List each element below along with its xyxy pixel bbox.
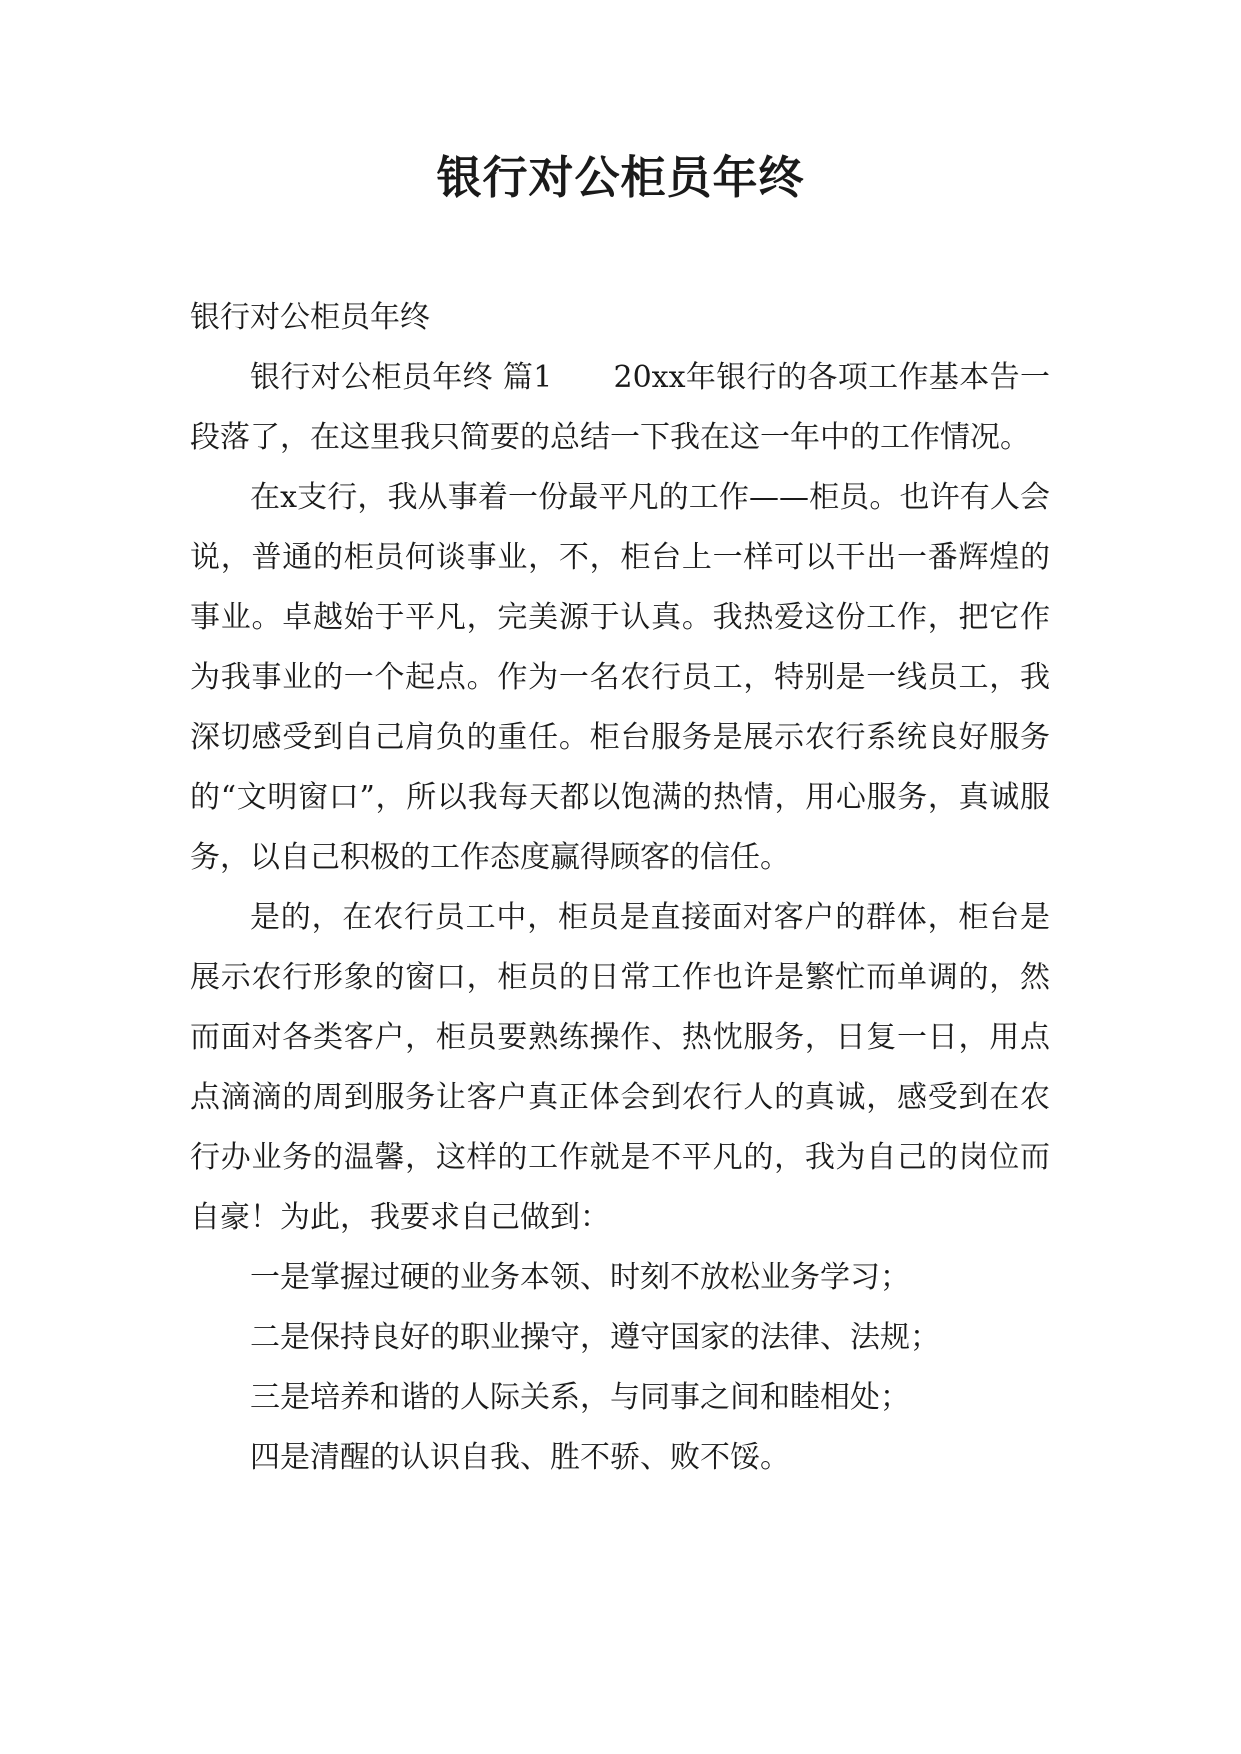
document-subheading: 银行对公柜员年终	[190, 300, 430, 335]
paragraph-counter-work: 在x支行，我从事着一份最平凡的工作——柜员。也许有人会说，普通的柜员何谈事业，不，柜台上一样可以干出一番辉煌的事业。卓越始于平凡，完美源于认真。我热爱这份工作，把它作为我事业的一个起点。作为一名农行员工，特别是一线员工，我深切感受到自己肩负的重任。柜台服务是展示农行系统良好服务的“文明窗口”，所以我每天都以饱满的热情，用心服务，真诚服务，以自己积极的工作态度赢得顾客的信任。	[190, 480, 1050, 875]
paragraph-teller-role: 是的，在农行员工中，柜员是直接面对客户的群体，柜台是展示农行形象的窗口，柜员的日常工作也许是繁忙而单调的，然而面对各类客户，柜员要熟练操作、热忱服务，日复一日，用点点滴滴的周到服务让客户真正体会到农行人的真诚，感受到在农行办业务的温馨，这样的工作就是不平凡的，我为自己的岗位而自豪！为此，我要求自己做到：	[190, 900, 1050, 1235]
document-title: 银行对公柜员年终	[436, 151, 805, 204]
list-item-1: 一是掌握过硬的业务本领、时刻不放松业务学习；	[250, 1260, 910, 1295]
list-item-3: 三是培养和谐的人际关系，与同事之间和睦相处；	[250, 1380, 910, 1415]
list-item-2: 二是保持良好的职业操守，遵守国家的法律、法规；	[250, 1320, 940, 1355]
paragraph-intro: 银行对公柜员年终 篇1 20xx年银行的各项工作基本告一段落了，在这里我只简要的总结一下我在这一年中的工作情况。	[190, 360, 1050, 455]
document-body	[190, 288, 1050, 1488]
list-item-4: 四是清醒的认识自我、胜不骄、败不馁。	[250, 1440, 790, 1475]
